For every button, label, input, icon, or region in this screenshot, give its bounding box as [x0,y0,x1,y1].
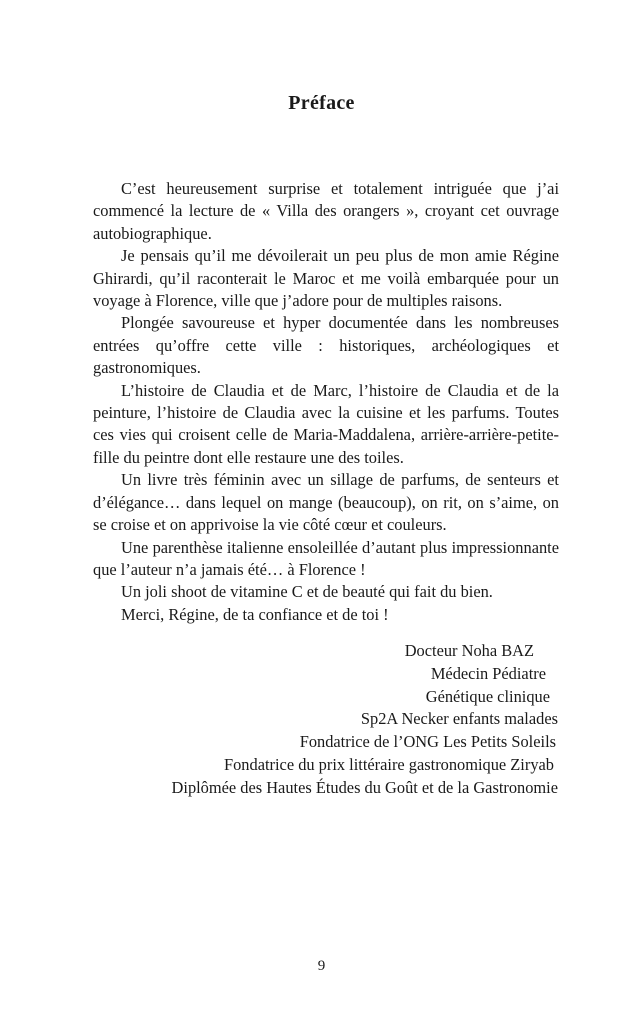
signature-title: Médecin Pédiatre [430,663,546,683]
signature-title: Fondatrice du prix littéraire gastronomique Ziryab [224,754,554,774]
signature-title: Génétique clinique [425,686,550,706]
page-title: Préface [288,92,355,114]
paragraph: Merci, Régine, de ta confiance et de toi ! [121,604,389,624]
paragraph: Une parenthèse italienne ensoleillée d’autant plus impressionnante que l’auteur n’a jamais été… à Florence ! [93,537,559,579]
paragraph: L’histoire de Claudia et de Marc, l’histoire de Claudia et de la peinture, l’histoire de Claudia avec la cuisine et les parfums. Toutes ces vies qui croisent celle de Maria-Maddalena, arrière-arrière-petite-fille du peintre dont elle restaure une des toiles. [93,380,559,467]
paragraph: Un joli shoot de vitamine C et de beauté qui fait du bien. [121,582,493,602]
signature-title: Sp2A Necker enfants malades [360,709,558,729]
paragraph: Je pensais qu’il me dévoilerait un peu plus de mon amie Régine Ghirardi, qu’il raconterait le Maroc et me voilà embarquée pour un voyage à Florence, ville que j’adore pour de multiples raisons. [93,246,559,311]
paragraph: C’est heureusement surprise et totalement intriguée que j’ai commencé la lecture de « Villa des orangers », croyant cet ouvrage autobiographique. [93,179,559,243]
preface-body [93,178,559,626]
page-number: 9 [317,958,326,974]
signature-block [172,640,558,800]
paragraph: Un livre très féminin avec un sillage de parfums, de senteurs et d’élégance… dans lequel on mange (beaucoup), on rit, on s’aime, on se croise et on apprivoise la vie côté cœur et couleurs. [93,470,559,535]
signature-title: Fondatrice de l’ONG Les Petits Soleils [299,732,556,752]
paragraph: Plongée savoureuse et hyper documentée dans les nombreuses entrées qu’offre cette ville : historiques, archéologiques et gastronomiques. [93,313,559,378]
signature-name: Docteur Noha BAZ [404,641,534,660]
signature-title: Diplômée des Hautes Études du Goût et de la Gastronomie [171,777,558,797]
